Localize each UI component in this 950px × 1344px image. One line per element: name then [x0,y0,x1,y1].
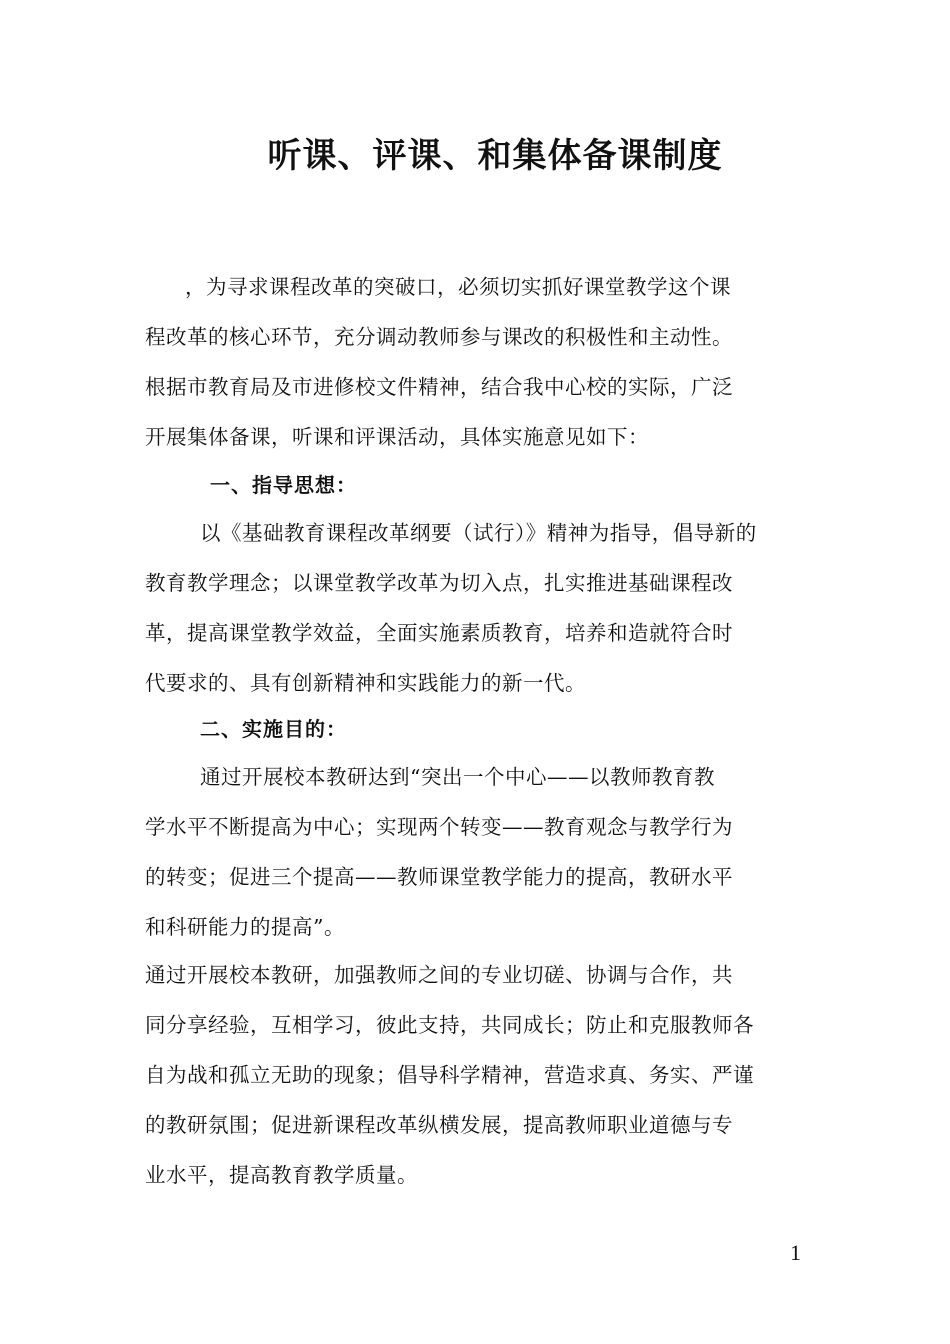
paragraph-line: 同分享经验，互相学习，彼此支持，共同成长；防止和克服教师各 [145,1013,754,1037]
paragraph-line: 的教研氛围；促进新课程改革纵横发展，提高教师职业道德与专 [145,1113,733,1137]
paragraph-line: 以《基础教育课程改革纲要（试行）》精神为指导，倡导新的 [200,521,757,545]
document-title: 听课、评课、和集体备课制度 [267,136,723,176]
paragraph-line: 业水平，提高教育教学质量。 [145,1163,418,1187]
paragraph-line: 的转变；促进三个提高——教师课堂教学能力的提高，教研水平 [145,865,733,889]
paragraph-line: 程改革的核心环节，充分调动教师参与课改的积极性和主动性。 [145,325,733,349]
paragraph-line: 通过开展校本教研，加强教师之间的专业切磋、协调与合作，共 [145,963,733,987]
paragraph-line: 通过开展校本教研达到“突出一个中心——以教师教育教 [200,765,715,789]
paragraph-line: 根据市教育局及市进修校文件精神，结合我中心校的实际，广泛 [145,375,733,399]
paragraph-line: 和科研能力的提高”。 [145,915,345,939]
paragraph-line: 代要求的、具有创新精神和实践能力的新一代。 [145,671,586,695]
paragraph-line: 学水平不断提高为中心；实现两个转变——教育观念与教学行为 [145,815,733,839]
section-heading-purpose: 二、实施目的： [200,717,347,741]
section-heading-guiding-thought: 一、指导思想： [210,473,357,497]
paragraph-line: 革，提高课堂教学效益，全面实施素质教育，培养和造就符合时 [145,621,733,645]
paragraph-line: 自为战和孤立无助的现象；倡导科学精神，营造求真、务实、严谨 [145,1063,754,1087]
page-number: 1 [790,1240,801,1265]
paragraph-line: ，为寻求课程改革的突破口，必须切实抓好课堂教学这个课 [185,275,731,299]
paragraph-line: 开展集体备课，听课和评课活动，具体实施意见如下： [145,425,649,449]
paragraph-line: 教育教学理念；以课堂教学改革为切入点，扎实推进基础课程改 [145,571,733,595]
